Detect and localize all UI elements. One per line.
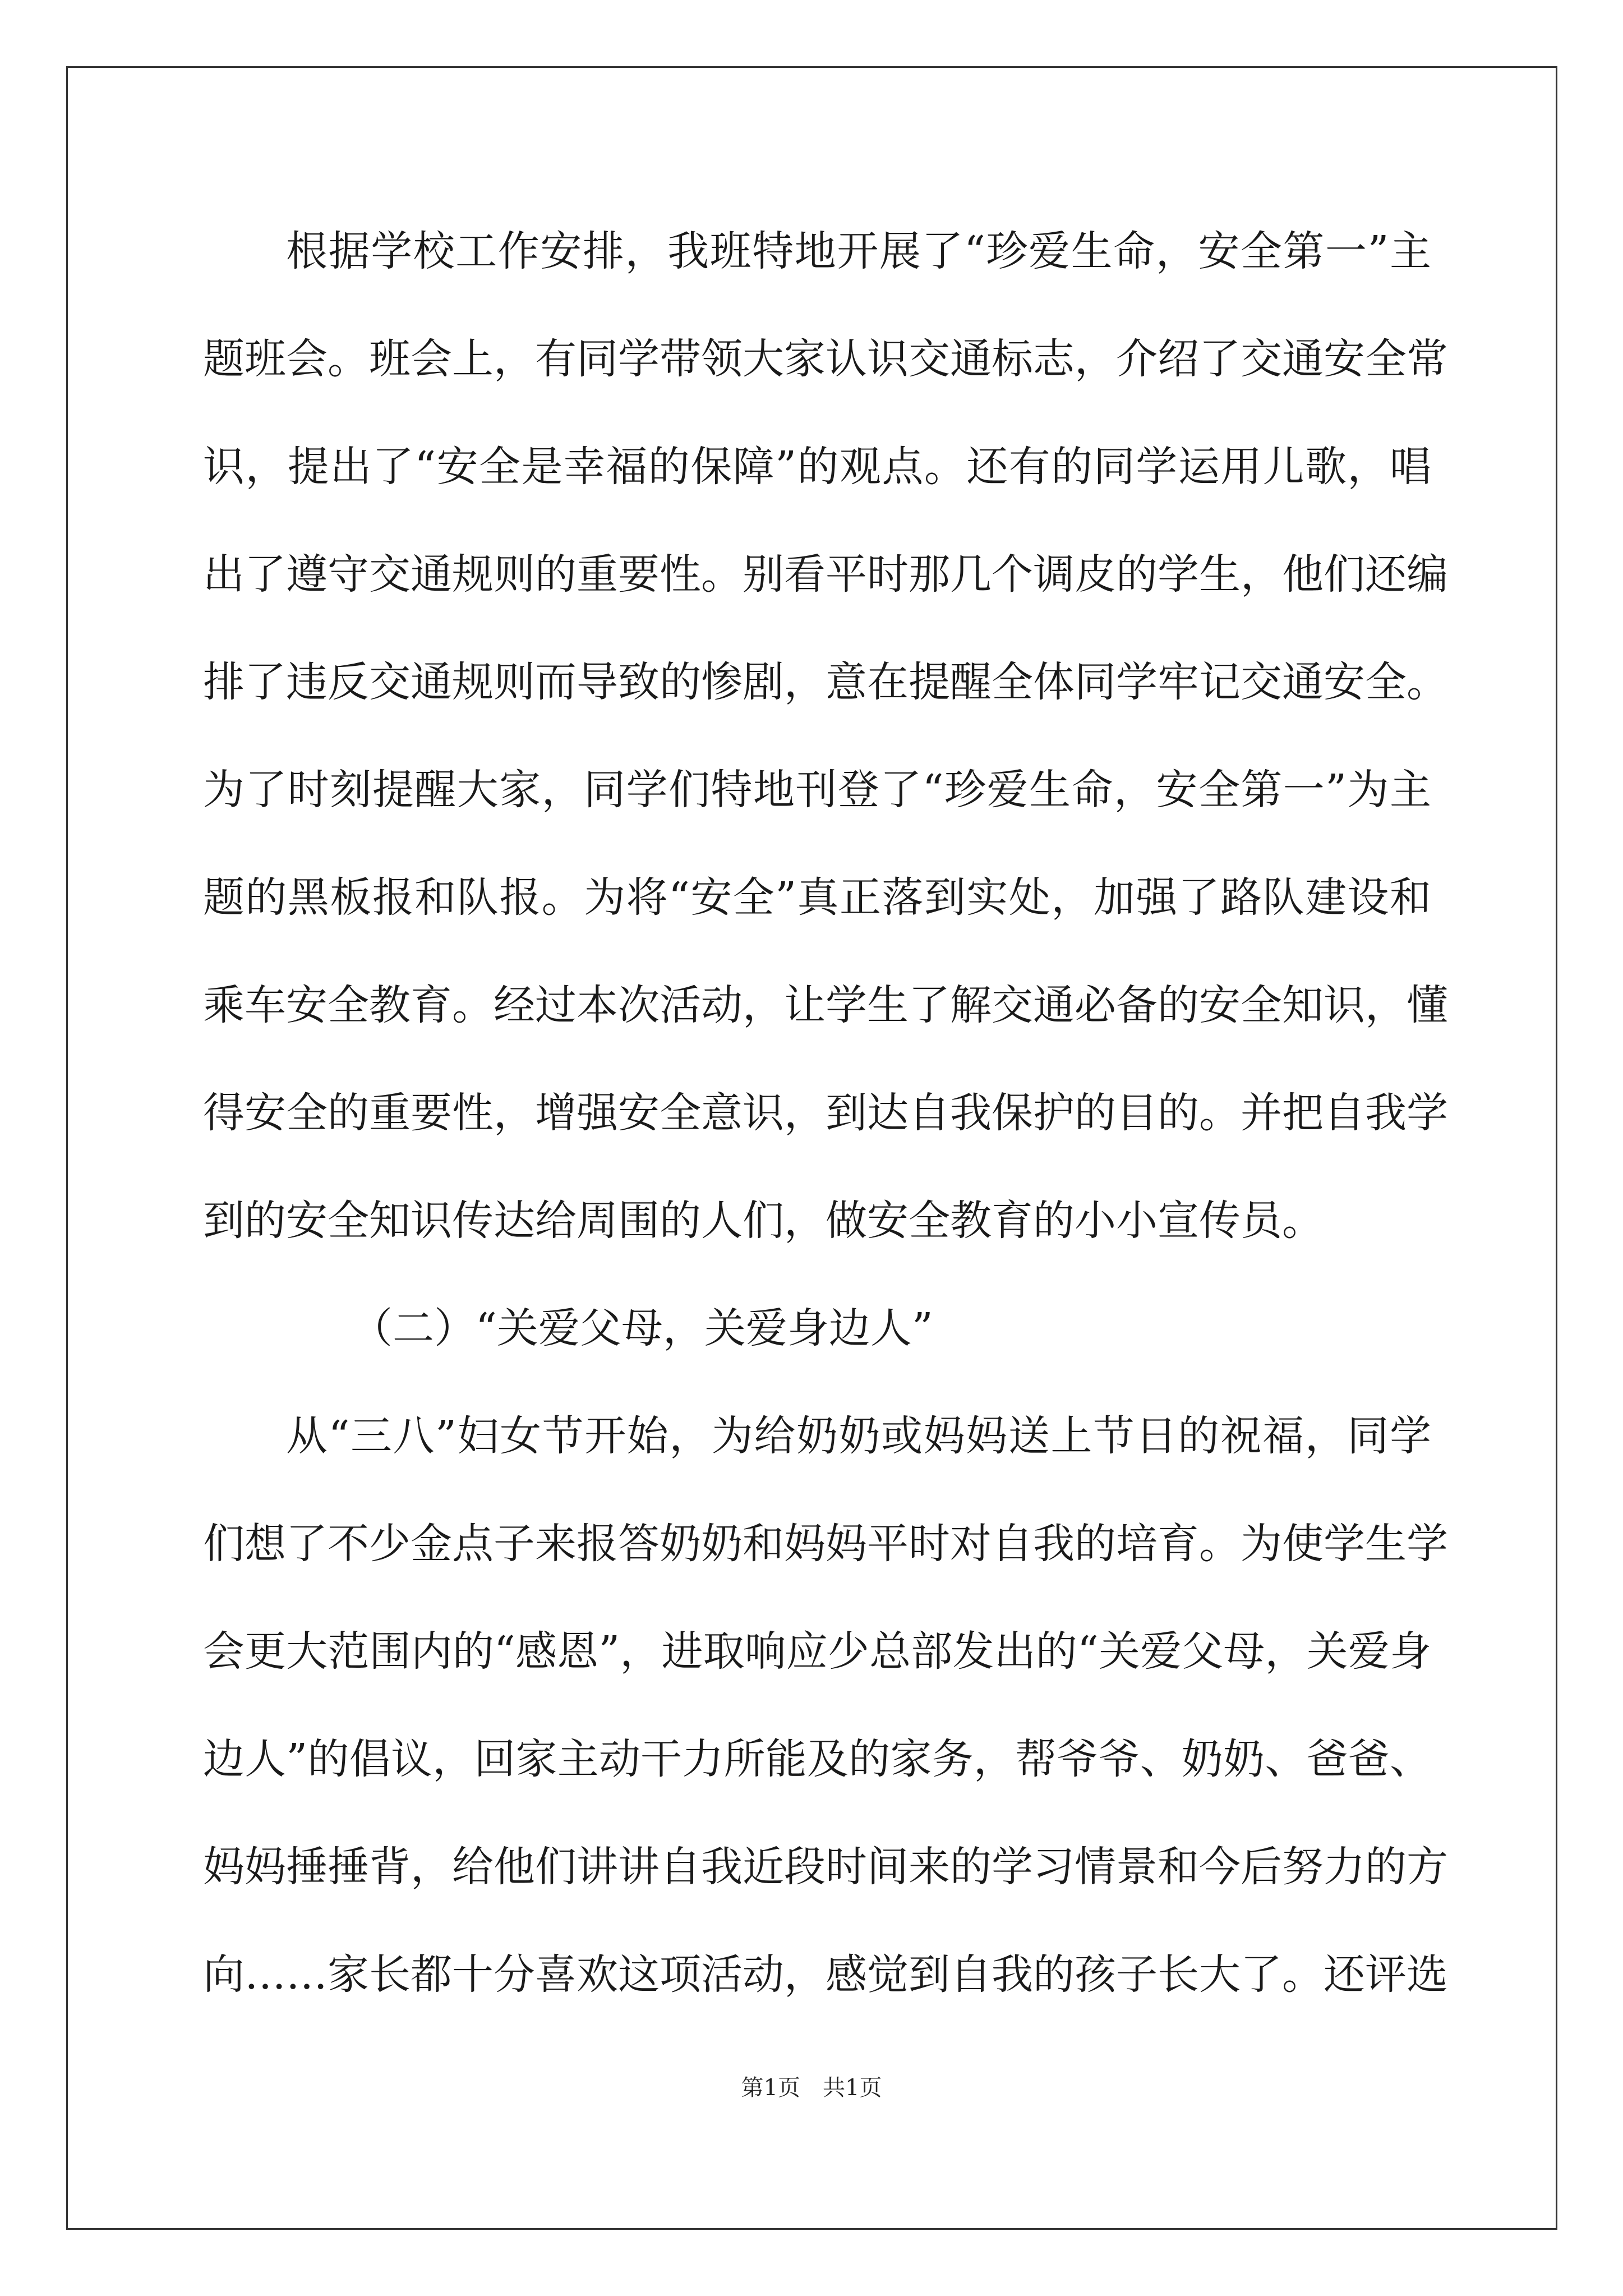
text-line: 识，提出了“安全是幸福的保障”的观点。还有的同学运用儿歌，唱 [203, 443, 1431, 491]
text-line: 为了时刻提醒大家，同学们特地刊登了“珍爱生命，安全第一”为主 [203, 766, 1431, 814]
text-line: 边人”的倡议，回家主动干力所能及的家务，帮爷爷、奶奶、爸爸、 [203, 1735, 1431, 1783]
text-line: 题班会。班会上，有同学带领大家认识交通标志，介绍了交通安全常 [203, 335, 1448, 383]
text-line: 向……家长都十分喜欢这项活动，感觉到自我的孩子长大了。还评选 [203, 1950, 1448, 1999]
text-line: 排了违反交通规则而导致的惨剧，意在提醒全体同学牢记交通安全。 [203, 658, 1448, 706]
text-line: 得安全的重要性，增强安全意识，到达自我保护的目的。并把自我学 [203, 1089, 1448, 1137]
text-line: 出了遵守交通规则的重要性。别看平时那几个调皮的学生，他们还编 [203, 550, 1448, 599]
text-line: 从“三八”妇女节开始，为给奶奶或妈妈送上节日的祝福，同学 [286, 1412, 1431, 1460]
text-line: 会更大范围内的“感恩”，进取响应少总部发出的“关爱父母，关爱身 [203, 1627, 1431, 1676]
page-footer: 第1页 共1页 [741, 2075, 882, 2101]
text-line: 乘车安全教育。经过本次活动，让学生了解交通必备的安全知识，懂 [203, 981, 1448, 1029]
text-line: 到的安全知识传达给周围的人们，做安全教育的小小宣传员。 [203, 1197, 1324, 1245]
document-body [203, 218, 1448, 2049]
text-line: 妈妈捶捶背，给他们讲讲自我近段时间来的学习情景和今后努力的方 [203, 1843, 1448, 1891]
text-line: 根据学校工作安排，我班特地开展了“珍爱生命，安全第一”主 [286, 227, 1431, 275]
text-line: 题的黑板报和队报。为将“安全”真正落到实处，加强了路队建设和 [203, 873, 1431, 922]
section-heading: （二）“关爱父母，关爱身边人” [351, 1304, 933, 1352]
text-line: 们想了不少金点子来报答奶奶和妈妈平时对自我的培育。为使学生学 [203, 1520, 1448, 1568]
